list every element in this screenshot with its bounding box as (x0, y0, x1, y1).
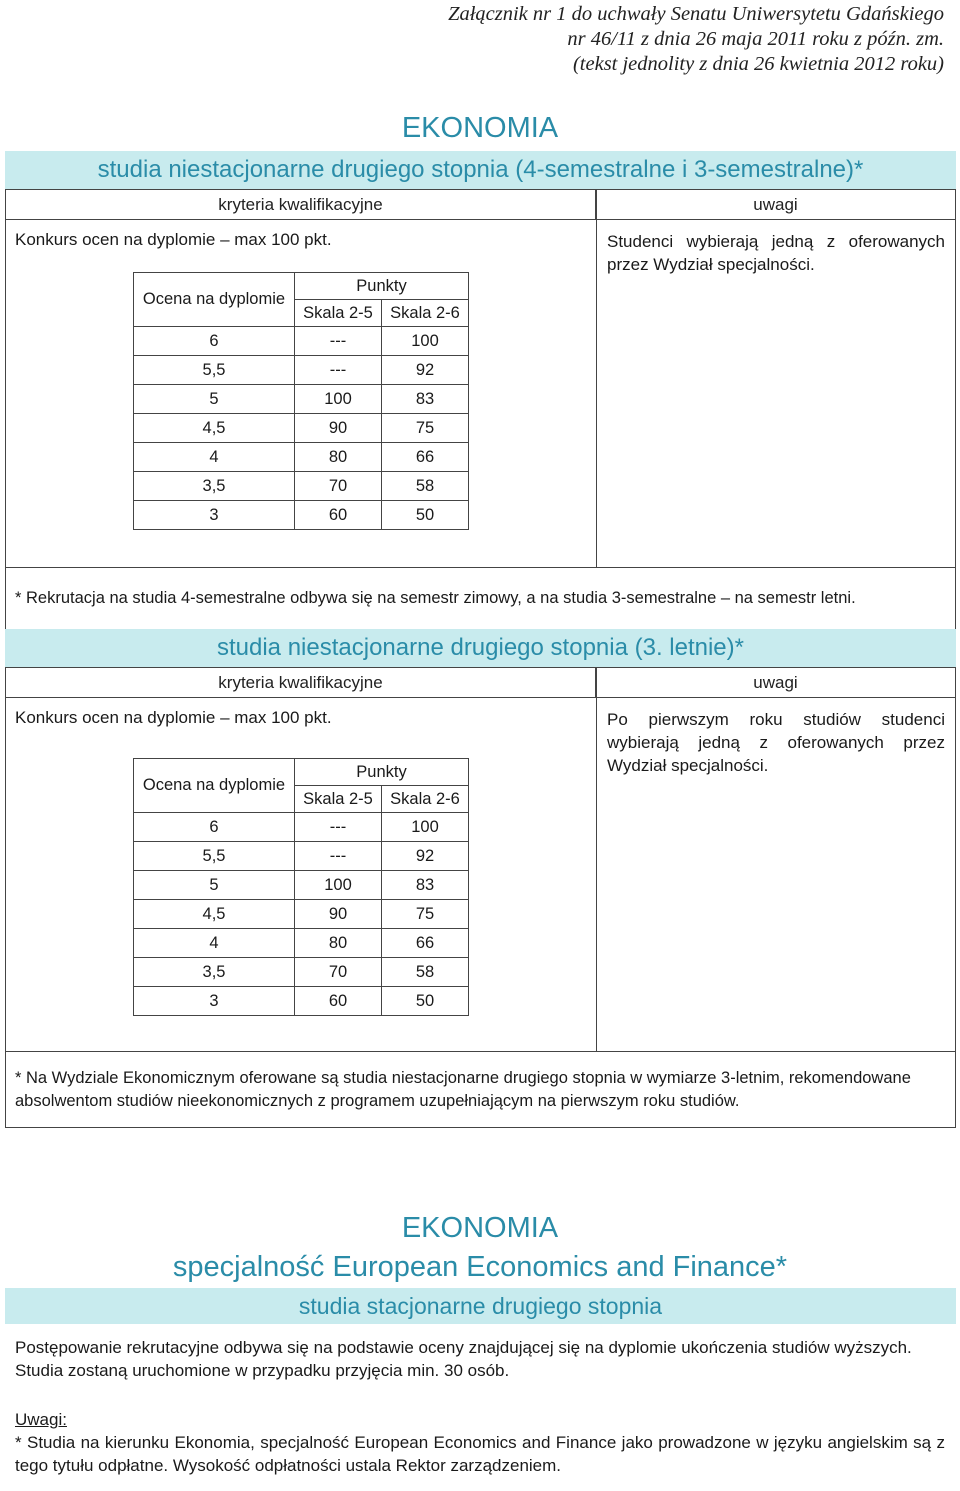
section1-footnote: * Rekrutacja na studia 4-semestralne odbywa się na semestr zimowy, a na studia 3-semestralne – na semestr letni. (15, 589, 856, 607)
points-cell: 90 (295, 900, 382, 929)
grade-cell: 5 (134, 385, 295, 414)
section1-table (5, 189, 956, 568)
grade-cell: 5 (134, 871, 295, 900)
section3-paragraph: Postępowanie rekrutacyjne odbywa się na podstawie oceny znajdującej się na dyplomie ukończenia studiów wyższych. Studia zostaną uruchomione w przypadku przyjęcia min. 30 osób. (15, 1338, 912, 1380)
section2-band: studia niestacjonarne drugiego stopnia (3. letnie)* (5, 629, 956, 667)
column-divider (596, 190, 597, 567)
points-cell: 100 (382, 813, 469, 842)
points-cell: 66 (382, 443, 469, 472)
points-cell: 58 (382, 958, 469, 987)
points-cell: 92 (382, 356, 469, 385)
points-cell: 80 (295, 929, 382, 958)
table-row (134, 929, 469, 958)
section3-title: EKONOMIA (401, 1212, 559, 1244)
points-cell: 75 (382, 900, 469, 929)
grade-col-header: Ocena na dyplomie (134, 759, 295, 813)
header-line-2: nr 46/11 z dnia 26 maja 2011 roku z późn. zm. (567, 28, 944, 50)
header-line-3: (tekst jednolity z dnia 26 kwietnia 2012 roku) (572, 53, 944, 75)
points-cell: 100 (295, 385, 382, 414)
table-row (134, 501, 469, 530)
section3-band: studia stacjonarne drugiego stopnia (5, 1288, 956, 1324)
points-cell: 70 (295, 958, 382, 987)
konkurs-text: Konkurs ocen na dyplomie – max 100 pkt. (15, 708, 332, 727)
points-cell: 60 (295, 501, 382, 530)
criteria-header: kryteria kwalifikacyjne (6, 190, 596, 220)
points-cell: 50 (382, 501, 469, 530)
scale-25-header: Skala 2-5 (295, 300, 382, 327)
points-cell: 83 (382, 871, 469, 900)
points-cell: 83 (382, 385, 469, 414)
grade-cell: 5,5 (134, 842, 295, 871)
grade-cell: 5,5 (134, 356, 295, 385)
table-row (134, 385, 469, 414)
points-cell: 75 (382, 414, 469, 443)
section1-band: studia niestacjonarne drugiego stopnia (4-semestralne i 3-semestralne)* (5, 151, 956, 189)
grade-cell: 4,5 (134, 900, 295, 929)
grade-cell: 4,5 (134, 414, 295, 443)
table-row (134, 472, 469, 501)
grade-cell: 3,5 (134, 958, 295, 987)
table-row (134, 443, 469, 472)
points-cell: --- (295, 327, 382, 356)
remarks-text: Po pierwszym roku studiów studenci wybierają jedną z oferowanych przez Wydział specjalności. (607, 710, 945, 775)
table-row (134, 327, 469, 356)
scale-25-header: Skala 2-5 (295, 786, 382, 813)
grade-cell: 3 (134, 987, 295, 1016)
notes-label: Uwagi: (15, 1410, 67, 1429)
grade-cell: 3,5 (134, 472, 295, 501)
grade-cell: 6 (134, 813, 295, 842)
remarks-header: uwagi (596, 190, 955, 220)
grade-cell: 6 (134, 327, 295, 356)
points-cell: 90 (295, 414, 382, 443)
points-cell: 58 (382, 472, 469, 501)
criteria-header: kryteria kwalifikacyjne (6, 668, 596, 698)
table-row (134, 871, 469, 900)
table-row (134, 900, 469, 929)
scale-26-header: Skala 2-6 (382, 786, 469, 813)
points-cell: 60 (295, 987, 382, 1016)
section2-table (5, 667, 956, 1052)
grade-table (133, 758, 469, 1016)
points-col-header: Punkty (295, 759, 469, 786)
points-cell: --- (295, 842, 382, 871)
points-cell: --- (295, 813, 382, 842)
points-cell: 50 (382, 987, 469, 1016)
section2-footnote: * Na Wydziale Ekonomicznym oferowane są studia niestacjonarne drugiego stopnia w wymiarze 3-letnim, rekomendowane absolwentom studiów nieekonomicznych z programem uzupełniającym na pierwszym roku studiów. (15, 1069, 911, 1110)
remarks-text: Studenci wybierają jedną z oferowanych przez Wydział specjalności. (607, 232, 945, 274)
points-cell: 80 (295, 443, 382, 472)
grade-cell: 4 (134, 929, 295, 958)
points-col-header: Punkty (295, 273, 469, 300)
table-row (134, 958, 469, 987)
points-cell: 100 (295, 871, 382, 900)
points-cell: 100 (382, 327, 469, 356)
grade-cell: 3 (134, 501, 295, 530)
table-row (134, 414, 469, 443)
scale-26-header: Skala 2-6 (382, 300, 469, 327)
grade-col-header: Ocena na dyplomie (134, 273, 295, 327)
points-cell: 66 (382, 929, 469, 958)
points-cell: 70 (295, 472, 382, 501)
points-cell: 92 (382, 842, 469, 871)
table-row (134, 987, 469, 1016)
table-row (134, 842, 469, 871)
grade-cell: 4 (134, 443, 295, 472)
konkurs-text: Konkurs ocen na dyplomie – max 100 pkt. (15, 230, 332, 249)
header-line-1: Załącznik nr 1 do uchwały Senatu Uniwersytetu Gdańskiego (448, 3, 944, 25)
section1-footnote-box (5, 567, 956, 630)
section3-subtitle: specjalność European Economics and Finance* (172, 1251, 788, 1283)
table-row (134, 813, 469, 842)
section2-footnote-box (5, 1051, 956, 1128)
section3-note: * Studia na kierunku Ekonomia, specjalność European Economics and Finance jako prowadzone w języku angielskim są z tego tytułu odpłatne. Wysokość odpłatności ustala Rektor zarządzeniem. (15, 1433, 945, 1475)
column-divider (596, 668, 597, 1051)
document-header (448, 2, 944, 77)
grade-table (133, 272, 469, 530)
points-cell: --- (295, 356, 382, 385)
table-row (134, 356, 469, 385)
remarks-header: uwagi (596, 668, 955, 698)
main-title: EKONOMIA (401, 112, 559, 144)
